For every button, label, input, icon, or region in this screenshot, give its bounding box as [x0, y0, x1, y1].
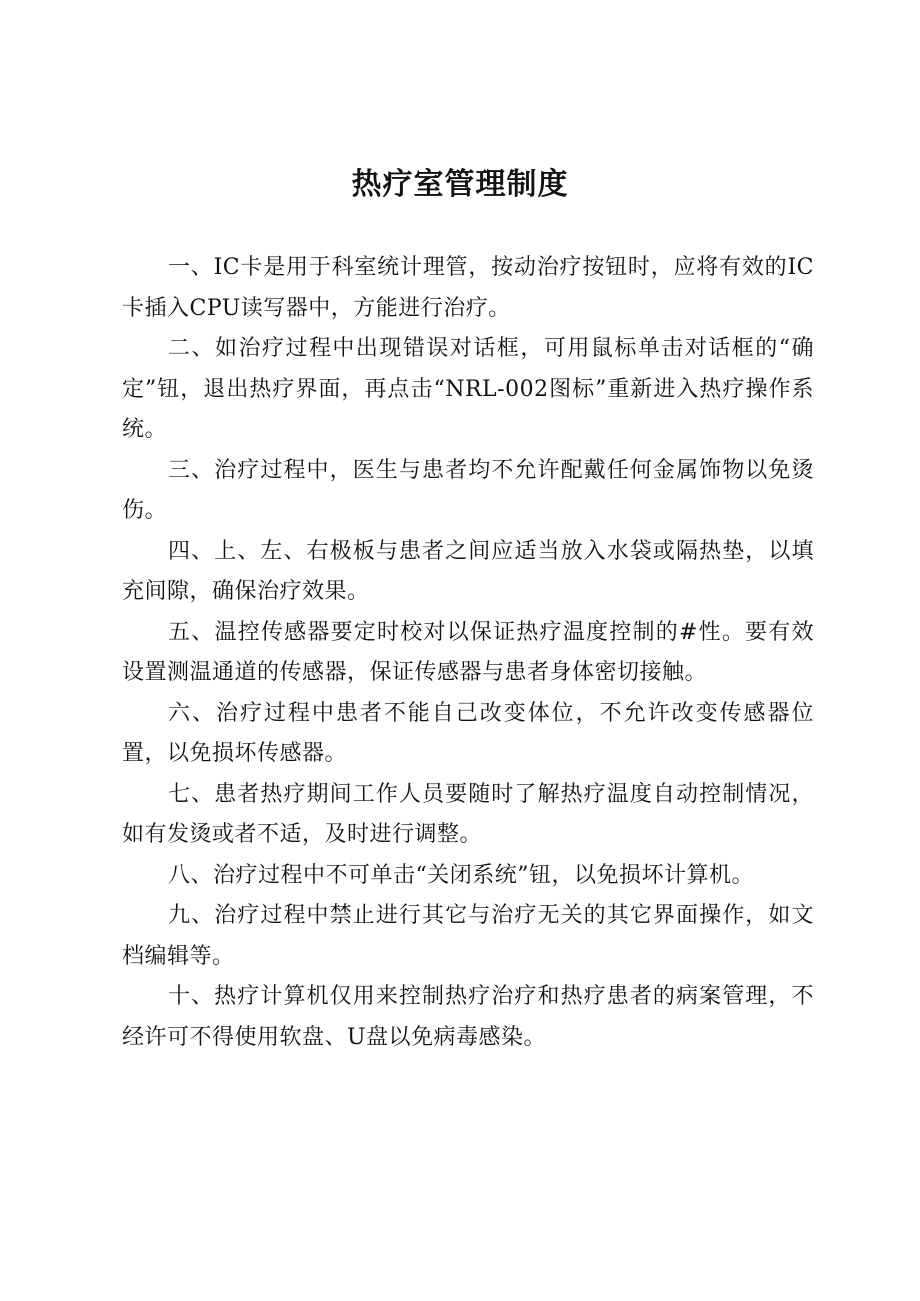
paragraph-3: 三、治疗过程中，医生与患者均不允许配戴任何金属饰物以免烫伤。 [122, 457, 814, 523]
document-body [122, 248, 814, 1058]
document-title: 热疗室管理制度 [351, 167, 569, 202]
paragraph-8: 八、治疗过程中不可单击“关闭系统”钮，以免损坏计算机。 [168, 862, 754, 888]
paragraph-5: 五、温控传感器要定时校对以保证热疗温度控制的#性。要有效设置测温通道的传感器，保证传感器与患者身体密切接触。 [122, 619, 814, 685]
paragraph-7: 七、患者热疗期间工作人员要随时了解热疗温度自动控制情况，如有发烫或者不适，及时进行调整。 [122, 781, 814, 847]
paragraph-4: 四、上、左、右极板与患者之间应适当放入水袋或隔热垫，以填充间隙，确保治疗效果。 [122, 538, 814, 604]
paragraph-9: 九、治疗过程中禁止进行其它与治疗无关的其它界面操作，如文档编辑等。 [122, 903, 814, 969]
paragraph-2: 二、如治疗过程中出现错误对话框，可用鼠标单击对话框的“确定”钮，退出热疗界面，再点击“NRL-002图标”重新进入热疗操作系统。 [122, 336, 814, 442]
paragraph-6: 六、治疗过程中患者不能自己改变体位，不允许改变传感器位置，以免损坏传感器。 [122, 700, 814, 766]
paragraph-10: 十、热疗计算机仅用来控制热疗治疗和热疗患者的病案管理，不经许可不得使用软盘、U盘以免病毒感染。 [122, 984, 814, 1050]
paragraph-1: 一、IC卡是用于科室统计理管，按动治疗按钮时，应将有效的IC卡插入CPU读写器中，方能进行治疗。 [122, 255, 814, 321]
